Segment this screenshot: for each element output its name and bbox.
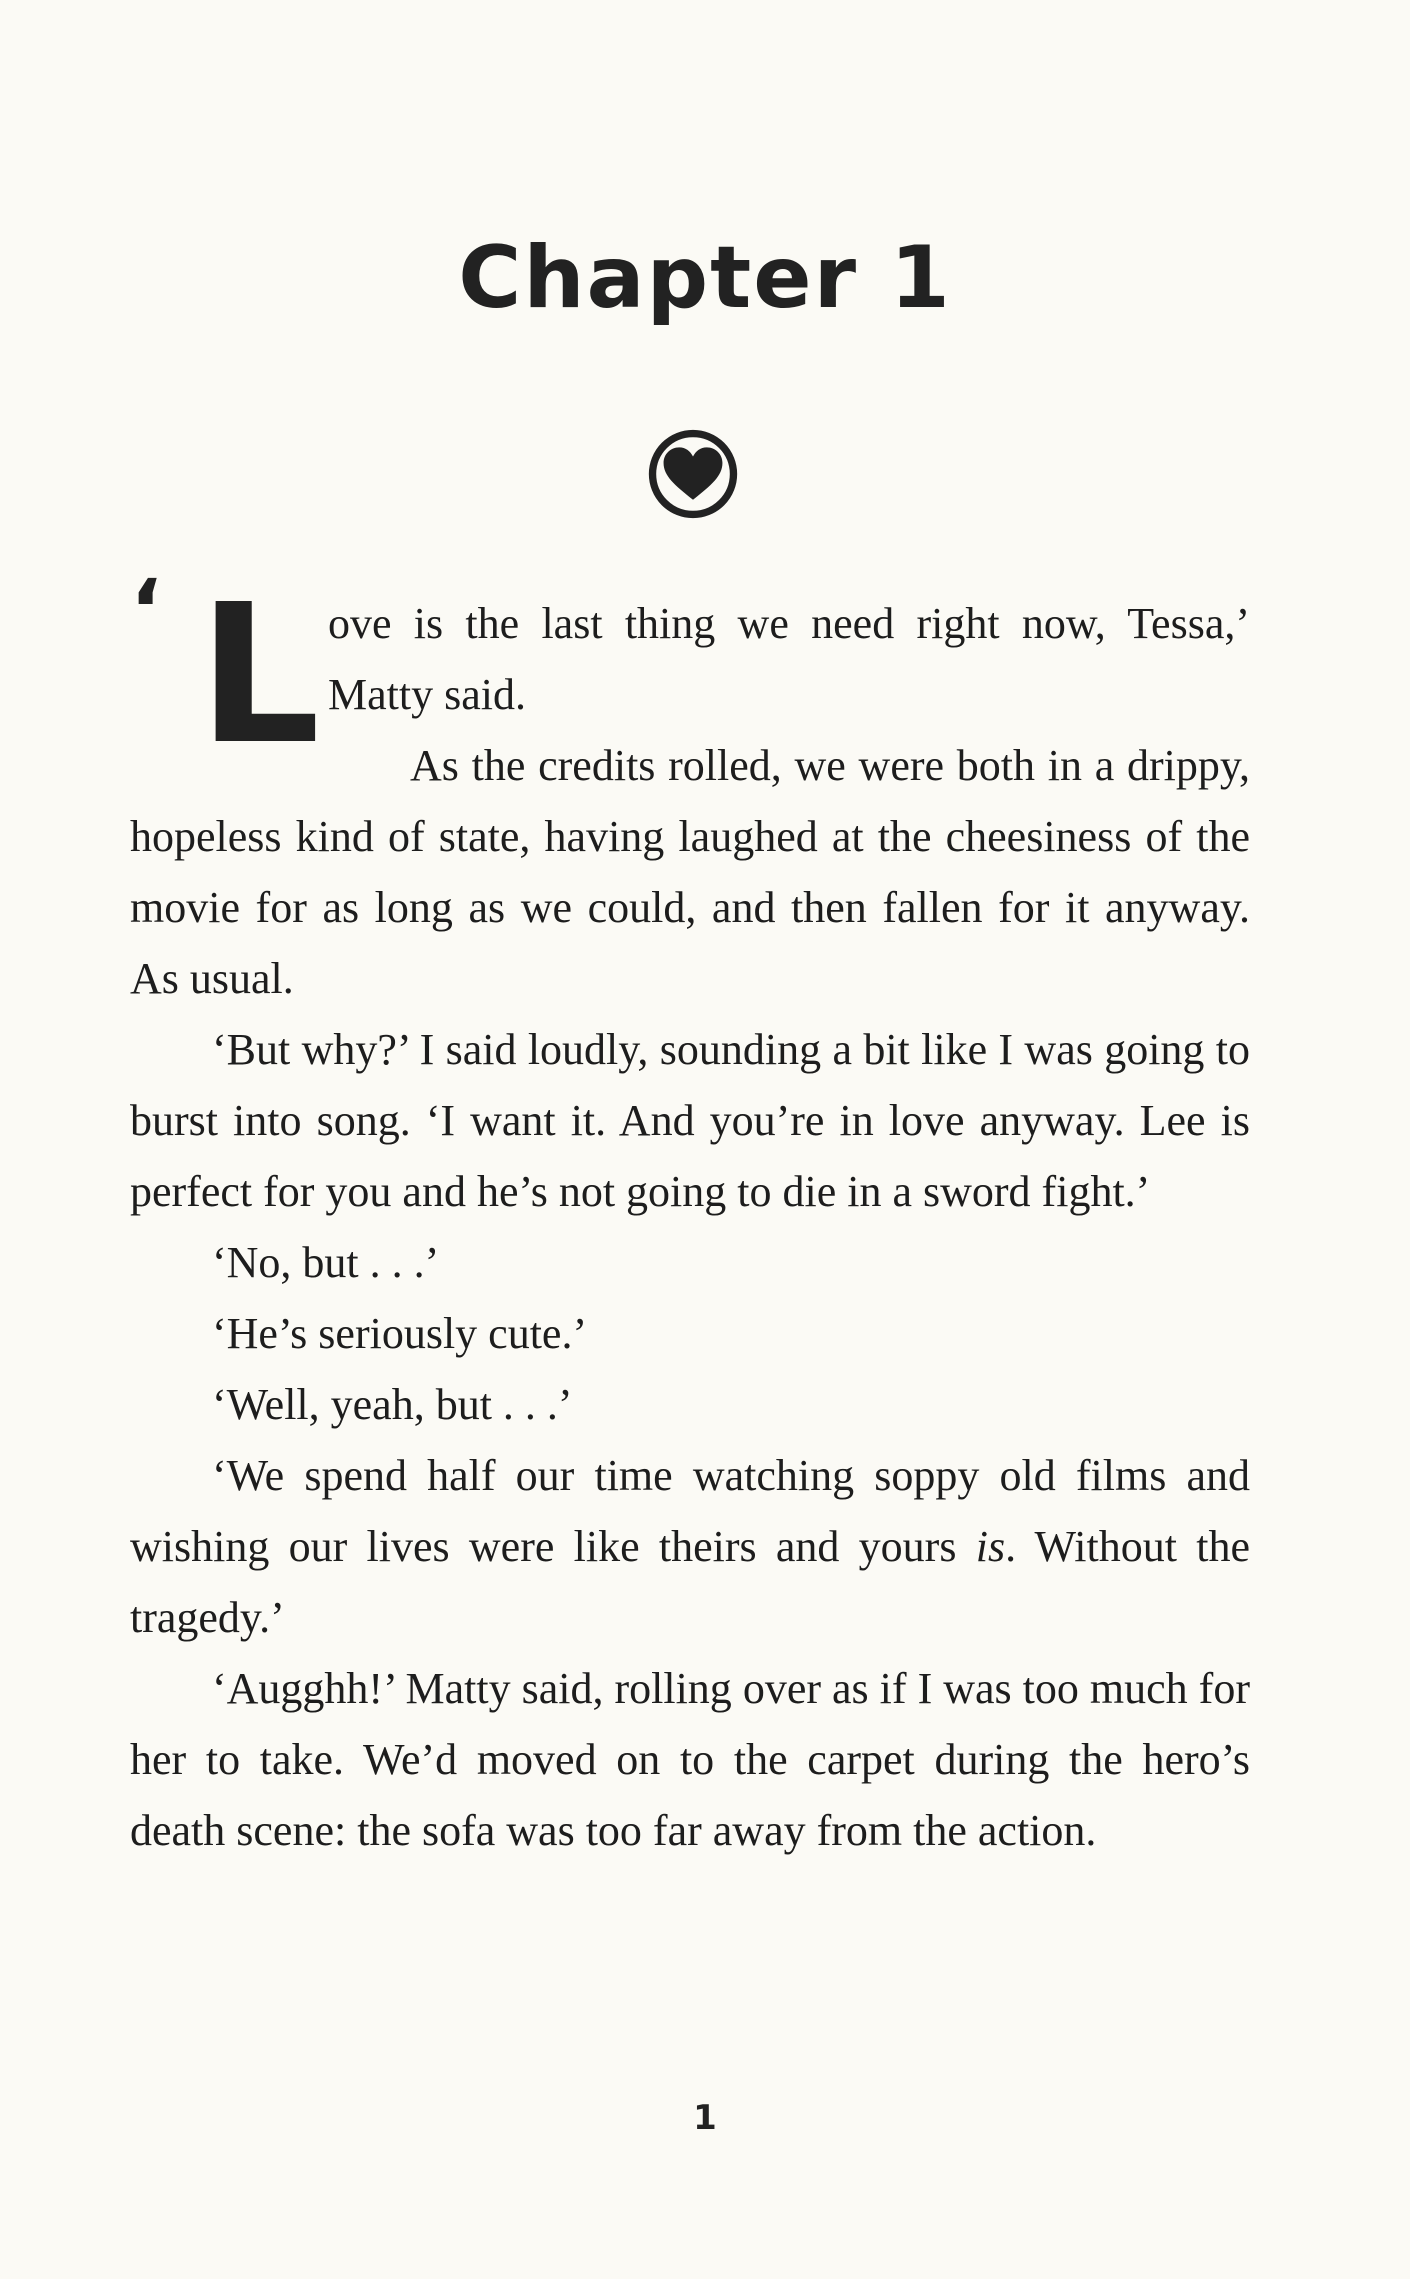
drop-cap xyxy=(130,561,321,787)
paragraph-8: ‘Augghh!’ Matty said, rolling over as if I was too much for her to take. We’d moved on to the carpet during the hero’s death scene: the sofa was too far away from the action. xyxy=(130,1664,1250,1855)
drop-cap-letter: L xyxy=(198,564,321,787)
paragraph-1 xyxy=(130,561,1250,787)
heart-icon xyxy=(647,428,739,520)
paragraph-7-text-a: ‘We spend half our time watching soppy old films and wishing our lives were like theirs and yours xyxy=(130,1451,1250,1571)
paragraph-4: ‘No, but . . .’ xyxy=(212,1238,440,1287)
chapter-body xyxy=(130,561,1251,1866)
paragraph-7-emphasis: is xyxy=(975,1522,1006,1571)
chapter-title: Chapter 1 xyxy=(458,228,952,328)
paragraph-5: ‘He’s seriously cute.’ xyxy=(212,1309,588,1358)
paragraph-6: ‘Well, yeah, but . . .’ xyxy=(212,1380,573,1429)
paragraph-3: ‘But why?’ I said loudly, sounding a bit like I was going to burst into song. ‘I want it. And you’re in love anyway. Lee is perfect for you and he’s not going to die in a sword fight.’ xyxy=(130,1025,1250,1216)
drop-cap-quote: ‘ xyxy=(130,561,162,659)
page-number: 1 xyxy=(693,2098,717,2138)
paragraph-7-text-b: . Without the tragedy.’ xyxy=(130,1522,1251,1642)
paragraph-2: As the credits rolled, we were both in a drippy, hopeless kind of state, having laughed at the cheesiness of the movie for as long as we could, and then fallen for it anyway. As usual. xyxy=(130,741,1250,1003)
paragraph-7 xyxy=(130,1440,1250,1653)
paragraph-1-text: ove is the last thing we need right now, Tessa,’ Matty said. xyxy=(328,599,1250,719)
